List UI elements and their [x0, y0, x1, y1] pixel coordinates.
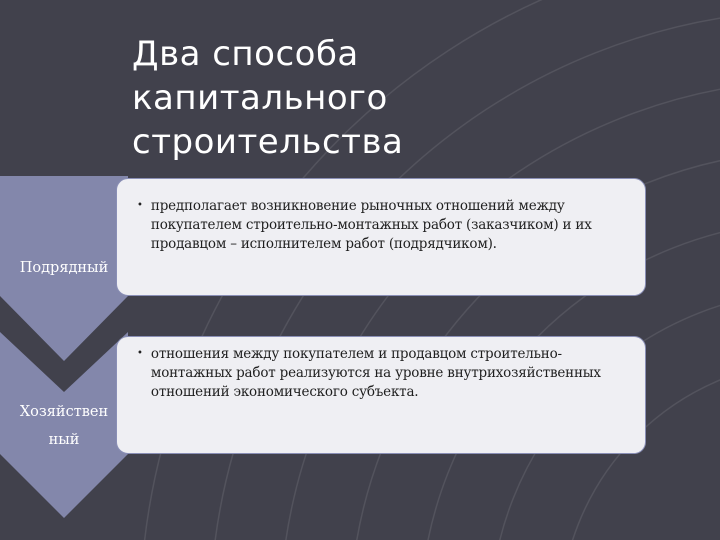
method-card-khozyaystvenny — [116, 336, 646, 454]
label-line: ный — [48, 432, 80, 448]
method-label-podryadny: Подрядный — [19, 260, 109, 276]
label-line: Хозяйствен — [19, 404, 109, 420]
title-line: капитального — [132, 78, 388, 118]
bullet-icon: • — [137, 200, 143, 211]
title-line: Два способа — [132, 34, 359, 74]
method-card-podryadny — [116, 178, 646, 296]
bullet-row — [137, 197, 633, 254]
method-description: отношения между покупателем и продавцом строительно-монтажных работ реализуются на уровне внутрихозяйственных отношений экономического субъекта. — [150, 346, 601, 400]
method-label-khozyaystvenny — [0, 398, 128, 454]
bullet-row — [137, 345, 633, 402]
slide-title — [132, 32, 552, 164]
method-description: предполагает возникновение рыночных отношений между покупателем строительно-монтажных работ (заказчиком) и их продавцом – исполнителем работ (подрядчиком). — [150, 198, 592, 252]
bullet-icon: • — [137, 348, 143, 359]
title-line: строительства — [132, 122, 404, 162]
